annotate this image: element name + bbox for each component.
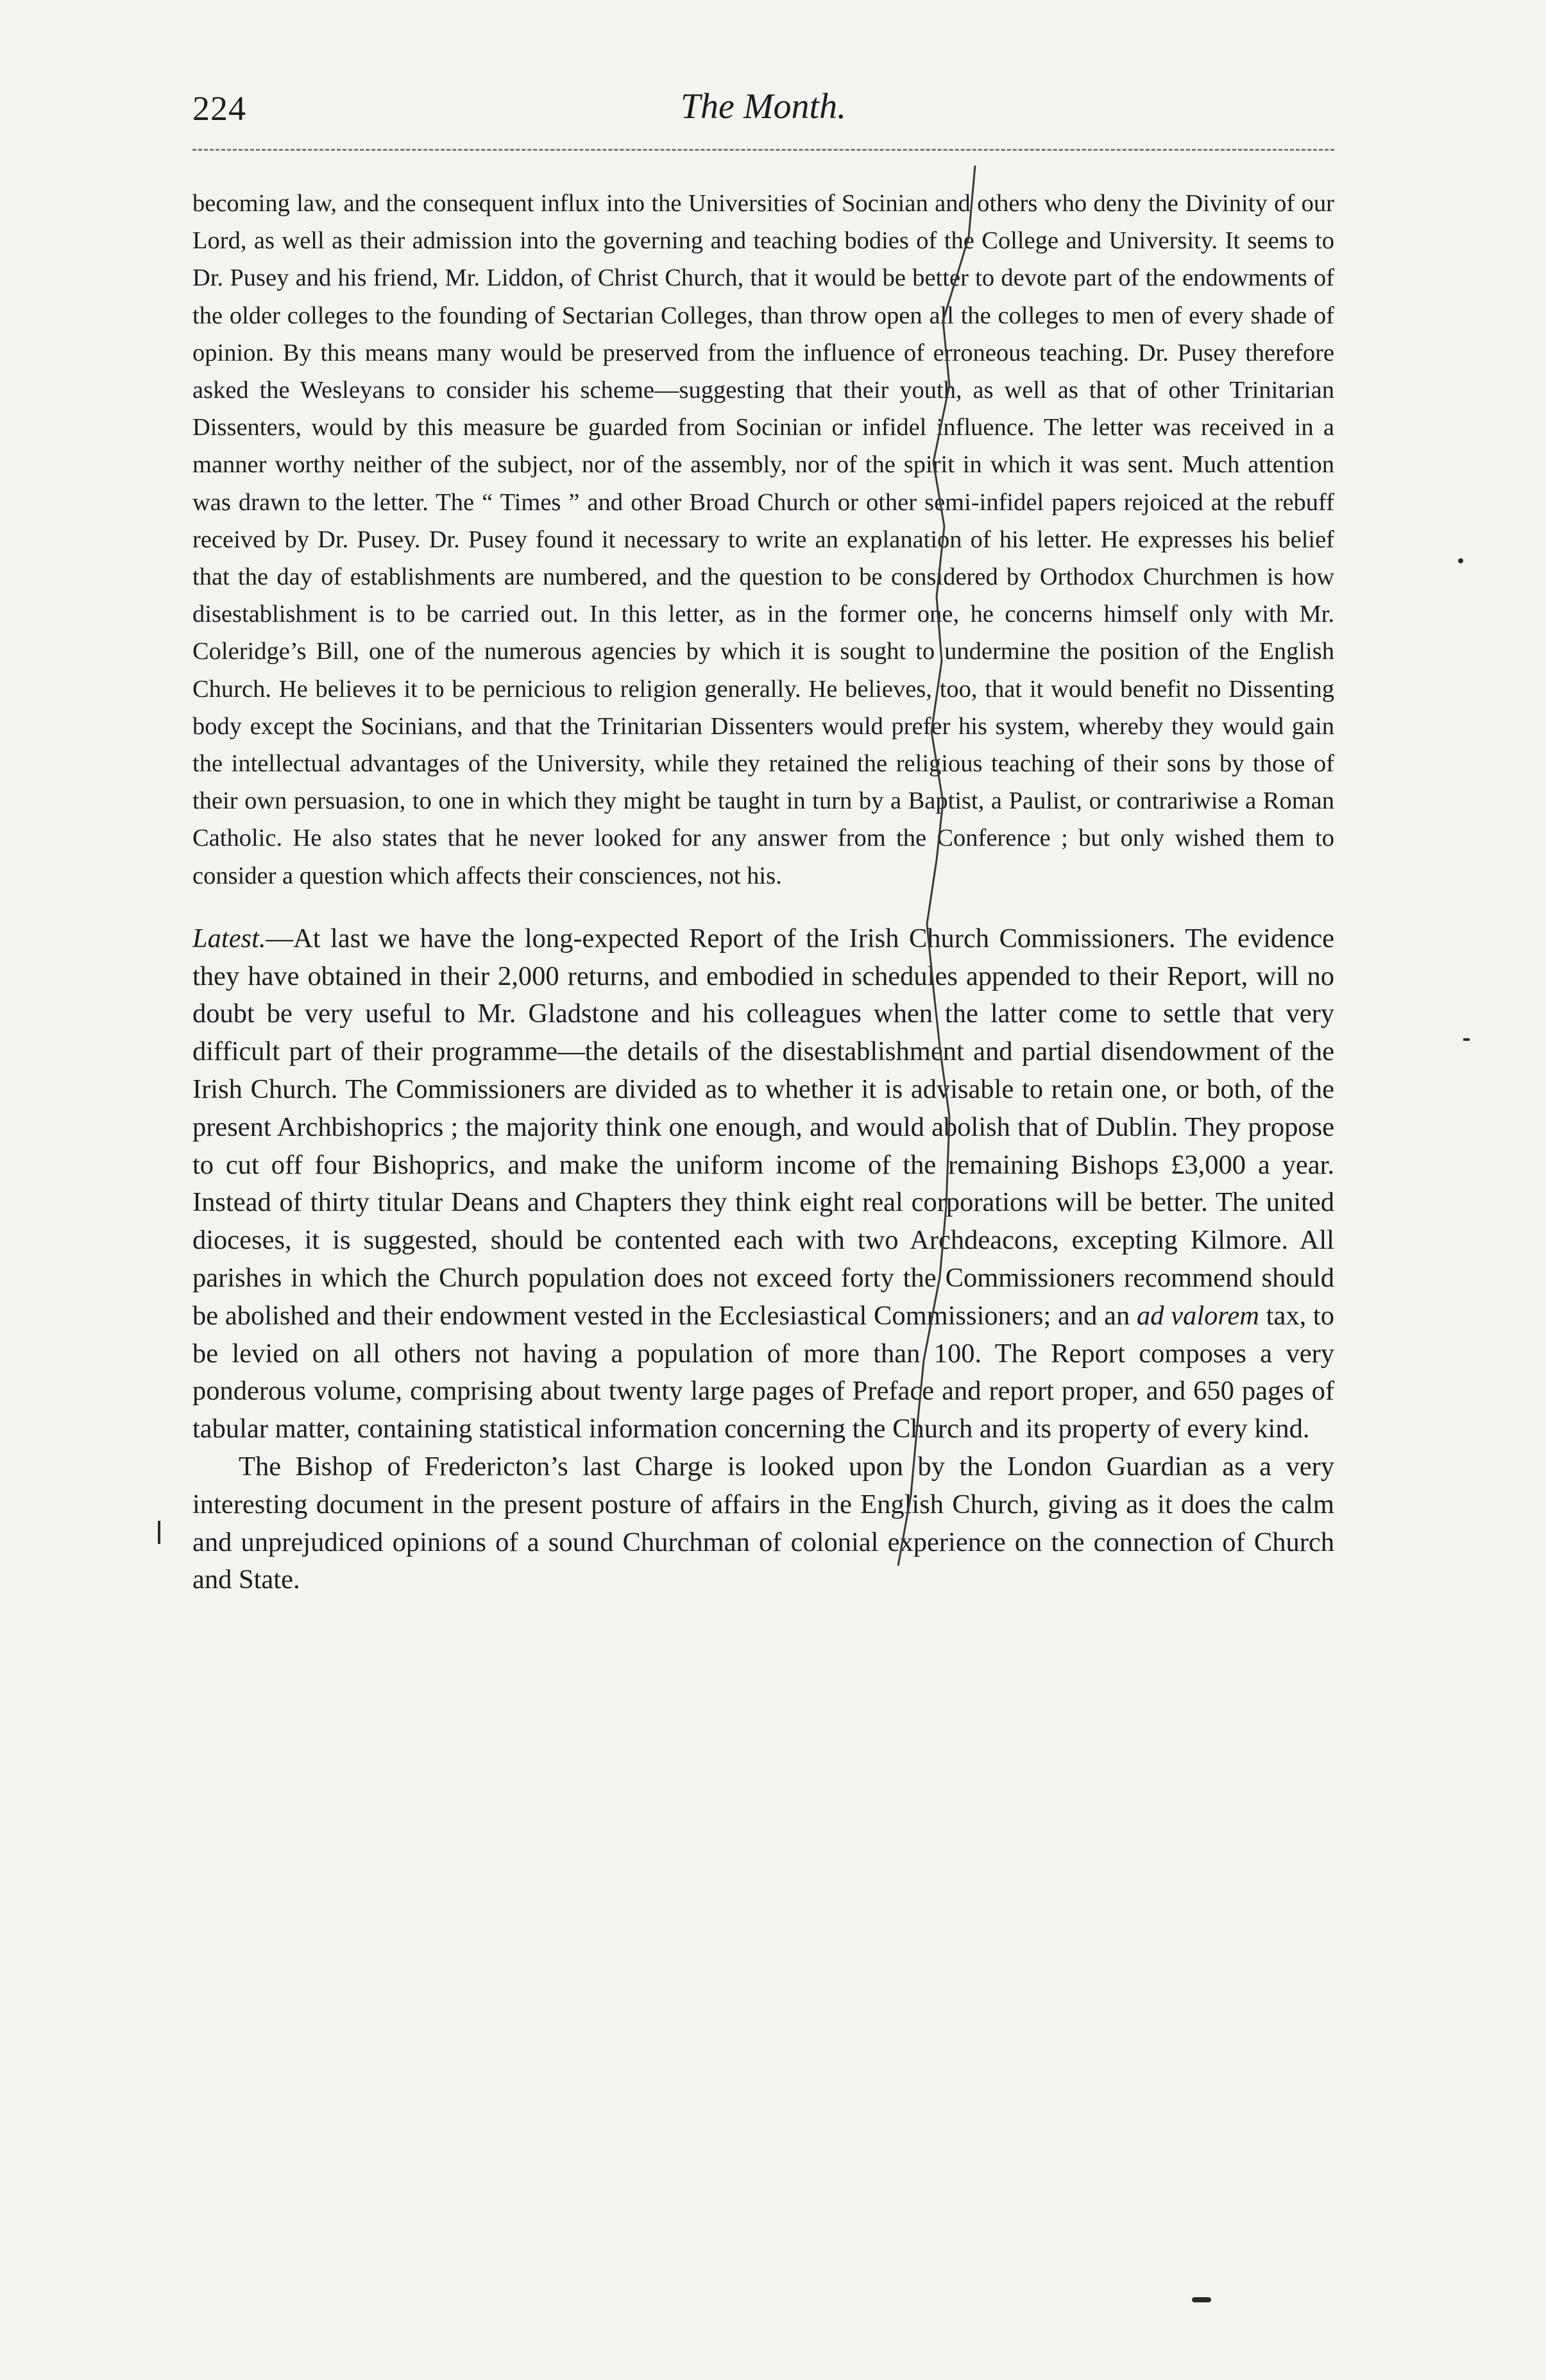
page-number: 224 xyxy=(192,89,246,128)
margin-dot xyxy=(1458,558,1463,563)
running-title: The Month. xyxy=(680,87,847,126)
header-rule xyxy=(192,149,1334,151)
ad-valorem: ad valorem xyxy=(1136,1300,1259,1331)
fredericton-paragraph: The Bishop of Fredericton’s last Charge is looked upon by the London Guardian as a very interesting document in the present posture of affairs in the English Church, giving as it does the calm and unprejudiced opinions of a sound Churchman of colonial experience on the connection of Church and State. xyxy=(192,1451,1334,1595)
latest-body-2: tax, to be levied on all others not having a population of more than 100. The Report composes a very ponderous volume, comprising about twenty large pages of Preface and report proper, and 650 pages of tabular matter, containing statistical information concerning the Church and its property of every kind. xyxy=(192,1300,1334,1444)
margin-tick xyxy=(1463,1038,1470,1041)
margin-stroke xyxy=(158,1521,160,1544)
latest-body-1: —At last we have the long-expected Report of the Irish Church Commissioners. The evidence they have obtained in their 2,000 returns, and embodied in schedules appended to their Report, will no doubt be very useful to Mr. Gladstone and his colleagues when the latter come to settle that very difficult part of their programme—the details of the disestablishment and partial disendowment of the Irish Church. The Commissioners are divided as to whether it is advisable to retain one, or both, of the present Archbishoprics ; the majority think one enough, and would abolish that of Dublin. They propose to cut off four Bishoprics, and make the uniform income of the remaining Bishops £3,000 a year. Instead of thirty titular Deans and Chapters they think eight real corporations will be better. The united dioceses, it is suggested, should be contented each with two Archdeacons, excepting Kilmore. All parishes in which the Church population does not exceed forty the Commissioners recommend should be abolished and their endowment vested in the Ecclesiastical Commissioners; and an xyxy=(192,923,1334,1331)
bottom-smudge xyxy=(1192,2297,1211,2302)
latest-label: Latest. xyxy=(192,923,266,954)
page xyxy=(192,77,1334,1599)
continued-paragraph: becoming law, and the consequent influx into the Universities of Socinian and others who deny the Divinity of our Lord, as well as their admission into the governing and teaching bodies of the College and University. It seems to Dr. Pusey and his friend, Mr. Liddon, of Christ Church, that it would be better to devote part of the endowments of the older colleges to the founding of Sectarian Colleges, than throw open all the colleges to men of every shade of opinion. By this means many would be preserved from the influence of erroneous teaching. Dr. Pusey therefore asked the Wesleyans to consider his scheme—suggesting that their youth, as well as that of other Trinitarian Dissenters, would by this measure be guarded from Socinian or infidel influence. The letter was received in a manner worthy neither of the subject, nor of the assembly, nor of the spirit in which it was sent. Much attention was drawn to the letter. The “ Times ” and other Broad Church or other semi-infidel papers rejoiced at the rebuff received by Dr. Pusey. Dr. Pusey found it necessary to write an explanation of his letter. He expresses his belief that the day of establishments are numbered, and the question to be considered by Orthodox Churchmen is how disestablishment is to be carried out. In this letter, as in the former one, he concerns himself only with Mr. Coleridge’s Bill, one of the numerous agencies by which it is sought to undermine the position of the English Church. He believes it to be pernicious to religion generally. He believes, too, that it would benefit no Dissenting body except the Socinians, and that the Trinitarian Dissenters would prefer his system, whereby they would gain the intellectual advantages of the University, while they retained the religious teaching of their sons by those of their own persuasion, to one in which they might be taught in turn by a Baptist, a Paulist, or contrariwise a Roman Catholic. He also states that he never looked for any answer from the Conference ; but only wished them to consider a question which affects their consciences, not his. xyxy=(192,190,1334,889)
latest-paragraph xyxy=(192,920,1334,1448)
page-header xyxy=(192,77,1334,148)
news-section xyxy=(192,920,1334,1599)
